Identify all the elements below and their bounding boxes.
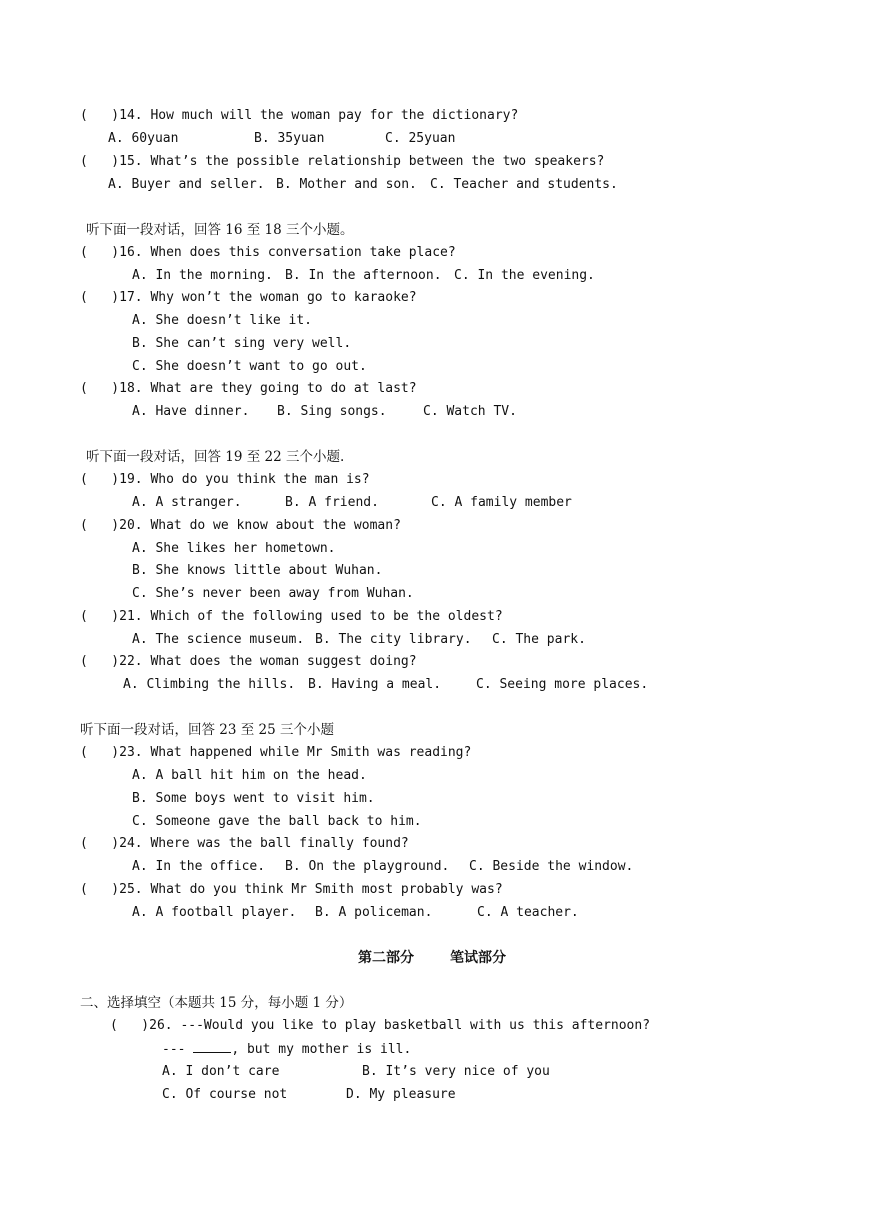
question-15-option-b: B. Mother and son. (276, 177, 417, 192)
question-25-option-b: B. A policeman. (315, 905, 433, 920)
question-22-stem: ( )22. What does the woman suggest doing? (80, 654, 417, 669)
question-14-option-a: A. 60yuan (108, 131, 179, 146)
question-24-option-c: C. Beside the window. (469, 859, 634, 874)
question-25-option-c: C. A teacher. (477, 905, 579, 920)
section-2-instruction: 二、选择填空（本题共 15 分，每小题 1 分） (80, 995, 353, 1011)
question-16-option-a: A. In the morning. (132, 268, 273, 283)
question-18-option-c: C. Watch TV. (423, 404, 517, 419)
question-26-stem: ( )26. ---Would you like to play basketball with us this afternoon? (110, 1018, 651, 1033)
part-2-title-right: 笔试部分 (450, 950, 506, 966)
question-25-option-a: A. A football player. (132, 905, 297, 920)
question-16-stem: ( )16. When does this conversation take place? (80, 245, 456, 260)
question-25-stem: ( )25. What do you think Mr Smith most probably was? (80, 882, 503, 897)
question-20-option-a: A. She likes her hometown. (132, 541, 336, 556)
question-21-stem: ( )21. Which of the following used to be the oldest? (80, 609, 503, 624)
question-20-option-c: C. She’s never been away from Wuhan. (132, 586, 414, 601)
question-26-reply (162, 1040, 411, 1059)
question-19-stem: ( )19. Who do you think the man is? (80, 472, 370, 487)
question-15-option-a: A. Buyer and seller. (108, 177, 265, 192)
question-17-stem: ( )17. Why won’t the woman go to karaoke? (80, 290, 417, 305)
question-18-option-b: B. Sing songs. (277, 404, 387, 419)
question-24-stem: ( )24. Where was the ball finally found? (80, 836, 409, 851)
question-22-option-c: C. Seeing more places. (476, 677, 649, 692)
question-19-option-a: A. A stranger. (132, 495, 242, 510)
question-17-option-b: B. She can’t sing very well. (132, 336, 352, 351)
question-14-option-c: C. 25yuan (385, 131, 456, 146)
answer-blank (193, 1040, 231, 1053)
question-23-option-c: C. Someone gave the ball back to him. (132, 814, 422, 829)
question-23-stem: ( )23. What happened while Mr Smith was reading? (80, 745, 472, 760)
question-23-option-b: B. Some boys went to visit him. (132, 791, 375, 806)
part-2-title-left: 第二部分 (358, 950, 414, 966)
question-20-option-b: B. She knows little about Wuhan. (132, 563, 383, 578)
question-23-option-a: A. A ball hit him on the head. (132, 768, 367, 783)
question-26-option-b: B. It’s very nice of you (362, 1064, 550, 1079)
question-21-option-c: C. The park. (492, 632, 586, 647)
question-19-option-c: C. A family member (431, 495, 572, 510)
question-21-option-a: A. The science museum. (132, 632, 305, 647)
question-21-option-b: B. The city library. (315, 632, 472, 647)
question-17-option-a: A. She doesn’t like it. (132, 313, 313, 328)
section-23-25-instruction: 听下面一段对话，回答 23 至 25 三个小题 (80, 722, 335, 738)
question-16-option-b: B. In the afternoon. (285, 268, 442, 283)
question-24-option-b: B. On the playground. (285, 859, 450, 874)
question-26-option-c: C. Of course not (162, 1087, 288, 1102)
question-17-option-c: C. She doesn’t want to go out. (132, 359, 367, 374)
question-14-option-b: B. 35yuan (254, 131, 325, 146)
question-19-option-b: B. A friend. (285, 495, 379, 510)
question-18-stem: ( )18. What are they going to do at last? (80, 381, 417, 396)
question-22-option-b: B. Having a meal. (308, 677, 442, 692)
question-20-stem: ( )20. What do we know about the woman? (80, 518, 401, 533)
reply-suffix: , but my mother is ill. (231, 1042, 412, 1057)
question-26-option-a: A. I don’t care (162, 1064, 280, 1079)
question-15-option-c: C. Teacher and students. (430, 177, 618, 192)
question-26-option-d: D. My pleasure (346, 1087, 456, 1102)
question-14-stem: ( )14. How much will the woman pay for the dictionary? (80, 108, 519, 123)
reply-prefix: --- (162, 1042, 186, 1057)
section-19-22-instruction: 听下面一段对话，回答 19 至 22 三个小题. (86, 449, 345, 465)
question-18-option-a: A. Have dinner. (132, 404, 250, 419)
question-24-option-a: A. In the office. (132, 859, 266, 874)
section-16-18-instruction: 听下面一段对话，回答 16 至 18 三个小题。 (86, 222, 354, 238)
question-15-stem: ( )15. What’s the possible relationship between the two speakers? (80, 154, 605, 169)
question-16-option-c: C. In the evening. (454, 268, 595, 283)
question-22-option-a: A. Climbing the hills. (123, 677, 296, 692)
